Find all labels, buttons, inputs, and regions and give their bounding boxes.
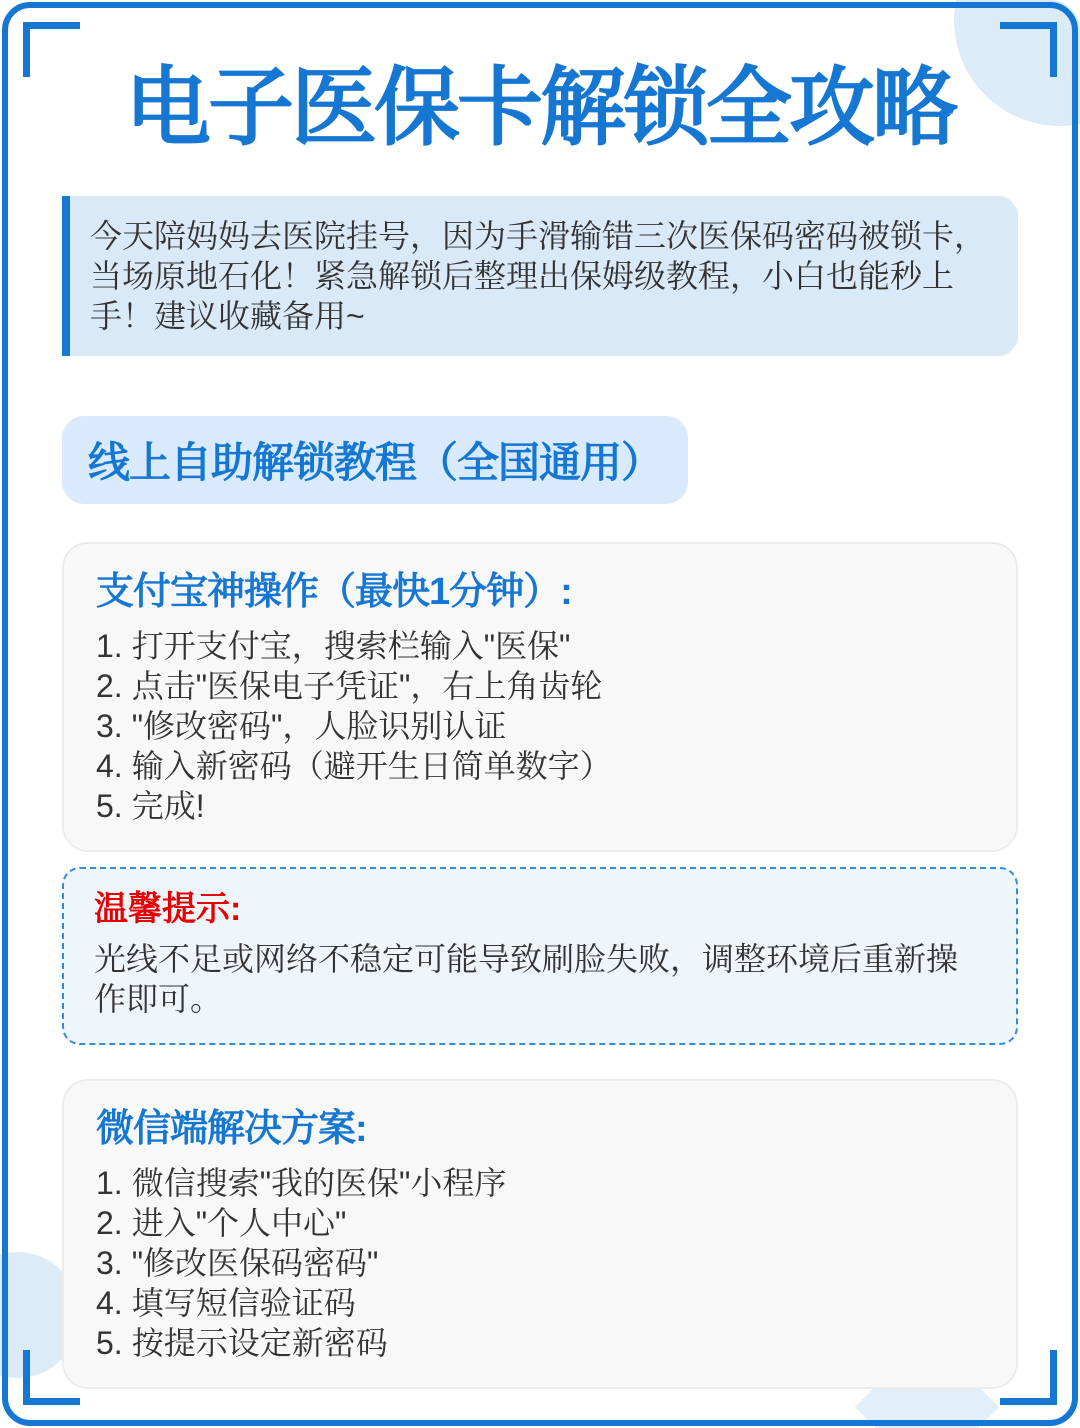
intro-box — [62, 196, 1018, 356]
step-item — [96, 666, 984, 706]
wechat-card — [62, 1079, 1018, 1389]
alipay-card-heading: 支付宝神操作（最快1分钟）: — [96, 571, 572, 614]
step-item — [96, 746, 984, 786]
step-number: 4. — [96, 1285, 123, 1322]
step-text: 按提示设定新密码 — [131, 1325, 388, 1362]
intro-text: 今天陪妈妈去医院挂号，因为手滑输错三次医保码密码被锁卡，当场原地石化！紧急解锁后整理出保姆级教程，小白也能秒上手！建议收藏备用~ — [90, 218, 987, 335]
step-number: 2. — [96, 668, 123, 705]
alipay-card — [62, 542, 1018, 852]
section-title-badge: 线上自助解锁教程（全国通用） — [62, 416, 688, 504]
step-number: 1. — [96, 628, 123, 665]
step-item — [96, 1163, 984, 1203]
tip-text: 光线不足或网络不稳定可能导致刷脸失败，调整环境后重新操作即可。 — [94, 941, 959, 1018]
step-text: 完成! — [131, 788, 205, 825]
step-text: 填写短信验证码 — [131, 1285, 356, 1322]
step-item — [96, 1323, 984, 1363]
step-text: 微信搜索"我的医保"小程序 — [131, 1165, 507, 1202]
step-number: 3. — [96, 1245, 123, 1282]
step-text: 输入新密码（避开生日简单数字） — [131, 748, 612, 785]
step-item — [96, 1283, 984, 1323]
step-item — [96, 1203, 984, 1243]
step-item — [96, 626, 984, 666]
step-number: 5. — [96, 788, 123, 825]
step-number: 4. — [96, 748, 123, 785]
step-text: 进入"个人中心" — [131, 1205, 347, 1242]
wechat-card-heading: 微信端解决方案: — [96, 1108, 367, 1151]
step-text: "修改密码"，人脸识别认证 — [131, 708, 507, 745]
step-number: 1. — [96, 1165, 123, 1202]
tip-label: 温馨提示: — [94, 890, 242, 929]
step-text: 点击"医保电子凭证"，右上角齿轮 — [131, 668, 603, 705]
page-title: 电子医保卡解锁全攻略 — [125, 60, 955, 156]
step-number: 3. — [96, 708, 123, 745]
step-text: "修改医保码密码" — [131, 1245, 379, 1282]
step-item — [96, 1243, 984, 1283]
step-number: 2. — [96, 1205, 123, 1242]
step-number: 5. — [96, 1325, 123, 1362]
step-text: 打开支付宝，搜索栏输入"医保" — [131, 628, 571, 665]
poster-content — [0, 60, 1080, 1389]
step-item — [96, 786, 984, 826]
step-item — [96, 706, 984, 746]
wechat-steps-list — [96, 1163, 984, 1363]
tip-box — [62, 867, 1018, 1045]
alipay-steps-list — [96, 626, 984, 826]
